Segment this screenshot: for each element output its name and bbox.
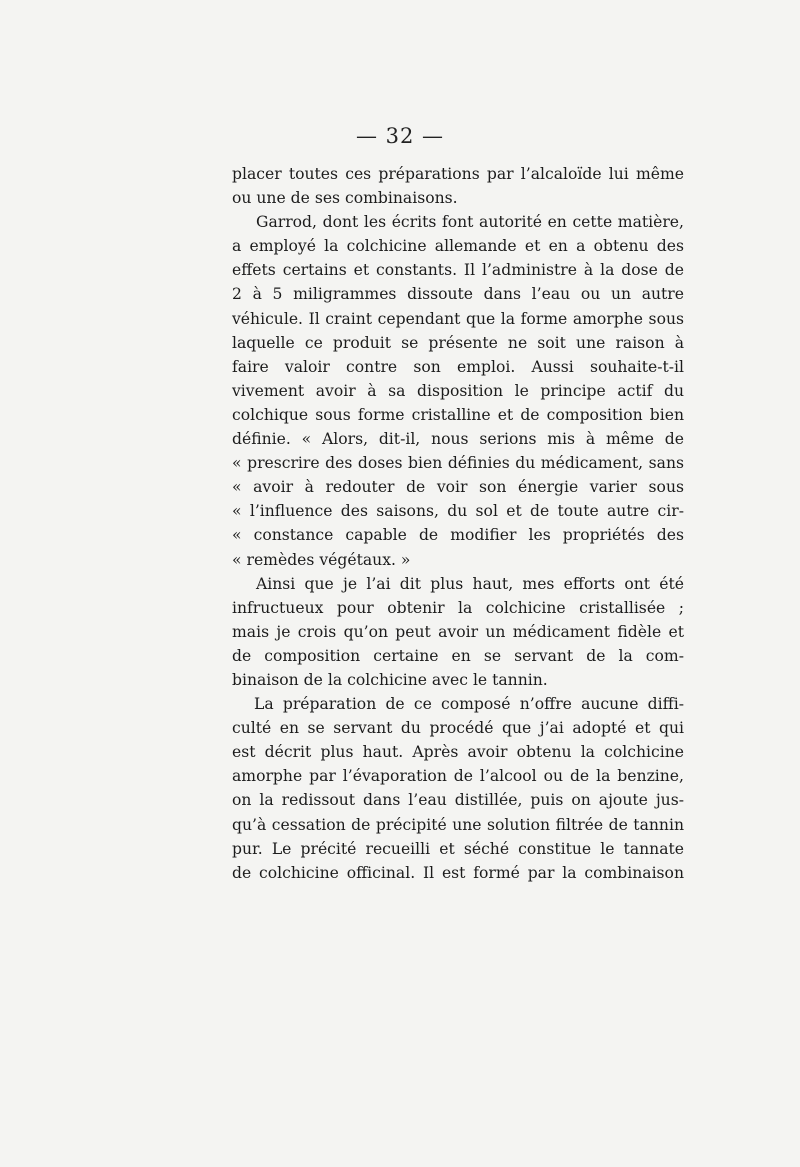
text-line: de colchicine officinal. Il est formé par la combinaison	[232, 863, 684, 882]
text-line: « constance capable de modifier les propriétés des	[232, 526, 684, 545]
text-line: La préparation de ce composé n’offre aucune diffi-	[254, 695, 684, 714]
text-line: amorphe par l’évaporation de l’alcool ou de la benzine,	[232, 767, 684, 786]
text-line: « remèdes végétaux. »	[232, 550, 411, 569]
text-line: mais je crois qu’on peut avoir un médicament fidèle et	[232, 622, 684, 641]
body-text	[232, 162, 684, 885]
text-line: colchique sous forme cristalline et de composition bien	[232, 405, 684, 424]
text-line: « prescrire des doses bien définies du médicament, sans	[232, 454, 684, 473]
text-line: véhicule. Il craint cependant que la forme amorphe sous	[232, 309, 684, 328]
text-line: ou une de ses combinaisons.	[232, 189, 458, 208]
text-line: effets certains et constants. Il l’administre à la dose de	[232, 261, 684, 280]
text-line: « l’influence des saisons, du sol et de toute autre cir-	[232, 502, 684, 521]
text-line: on la redissout dans l’eau distillée, puis on ajoute jus-	[232, 791, 684, 810]
text-line: définie. « Alors, dit-il, nous serions mis à même de	[232, 430, 684, 449]
text-line: faire valoir contre son emploi. Aussi souhaite-t-il	[232, 357, 684, 376]
text-line: infructueux pour obtenir la colchicine cristallisée ;	[232, 598, 684, 617]
text-line: est décrit plus haut. Après avoir obtenu la colchicine	[232, 743, 684, 762]
text-line: pur. Le précité recueilli et séché constitue le tannate	[232, 839, 684, 858]
text-line: Ainsi que je l’ai dit plus haut, mes efforts ont été	[256, 574, 684, 593]
text-line: a employé la colchicine allemande et en a obtenu des	[232, 237, 684, 256]
text-line: laquelle ce produit se présente ne soit une raison à	[232, 333, 684, 352]
text-line: binaison de la colchicine avec le tannin.	[232, 670, 548, 689]
text-line: vivement avoir à sa disposition le principe actif du	[232, 381, 684, 400]
text-line: 2 à 5 miligrammes dissoute dans l’eau ou un autre	[232, 285, 684, 304]
text-line: « avoir à redouter de voir son énergie varier sous	[232, 478, 684, 497]
text-line: culté en se servant du procédé que j’ai adopté et qui	[232, 719, 684, 738]
text-line: placer toutes ces préparations par l’alcaloïde lui même	[232, 165, 684, 183]
text-line: qu’à cessation de précipité une solution filtrée de tannin	[232, 815, 684, 834]
page-number: — 32 —	[355, 124, 445, 148]
text-line: Garrod, dont les écrits font autorité en cette matière,	[256, 213, 684, 232]
text-line: de composition certaine en se servant de la com-	[232, 646, 684, 665]
